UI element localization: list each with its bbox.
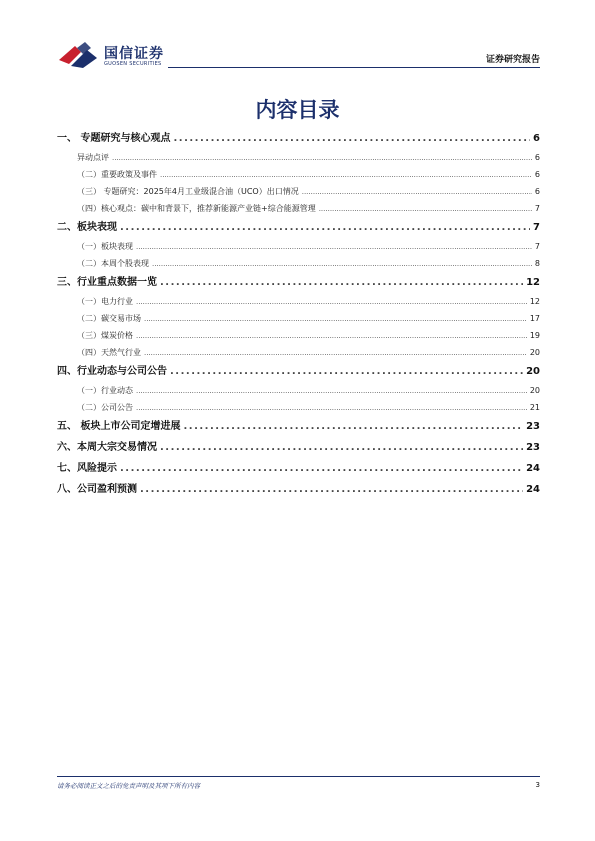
toc-dot-leader <box>144 311 527 328</box>
toc-dot-leader <box>173 128 530 149</box>
toc-entry-label: （二）碳交易市场 <box>77 314 141 323</box>
toc-subsection-entry[interactable] <box>57 166 540 183</box>
toc-entry-label: 五、 板块上市公司定增进展 <box>57 421 181 432</box>
toc-section-entry[interactable] <box>57 217 540 238</box>
brand-name: 国信证券 <box>104 46 164 62</box>
toc-entry-label: 七、风险提示 <box>57 463 117 474</box>
toc-entry-label: （三） 专题研究：2025年4月工业级混合油（UCO）出口情况 <box>77 187 299 196</box>
toc-section-entry[interactable] <box>57 272 540 293</box>
toc-entry-label: （二）公司公告 <box>77 403 133 412</box>
brand-name-english: GUOSEN SECURITIES <box>104 61 162 67</box>
toc-dot-leader <box>160 167 532 184</box>
toc-dot-leader <box>136 328 527 345</box>
toc-entry-page: 12 <box>526 277 540 288</box>
toc-subsection-entry[interactable] <box>57 255 540 272</box>
toc-entry-page: 24 <box>526 484 540 495</box>
toc-dot-leader <box>120 217 530 238</box>
toc-entry-page: 23 <box>526 421 540 432</box>
toc-dot-leader <box>136 294 527 311</box>
toc-entry-label: （二）重要政策及事件 <box>77 170 157 179</box>
toc-entry-page: 8 <box>534 259 540 268</box>
toc-entry-label: （四）天然气行业 <box>77 348 141 357</box>
toc-entry-page: 23 <box>526 442 540 453</box>
toc-entry-label: 一、 专题研究与核心观点 <box>57 133 171 144</box>
toc-subsection-entry[interactable] <box>57 149 540 166</box>
toc-entry-page: 7 <box>534 204 540 213</box>
toc-section-entry[interactable] <box>57 479 540 500</box>
page-header <box>0 0 595 70</box>
toc-section-entry[interactable] <box>57 128 540 149</box>
toc-entry-page: 19 <box>529 331 540 340</box>
toc-entry-page: 6 <box>534 187 540 196</box>
toc-entry-label: 异动点评 <box>77 153 109 162</box>
toc-entry-label: （四）核心观点：碳中和背景下，推荐新能源产业链+综合能源管理 <box>77 204 316 213</box>
toc-section-entry[interactable] <box>57 458 540 479</box>
toc-entry-label: 四、行业动态与公司公告 <box>57 366 167 377</box>
toc-subsection-entry[interactable] <box>57 382 540 399</box>
toc-subsection-entry[interactable] <box>57 344 540 361</box>
toc-dot-leader <box>152 256 532 273</box>
toc-entry-label: （一）板块表现 <box>77 242 133 251</box>
toc-entry-page: 24 <box>526 463 540 474</box>
toc-dot-leader <box>302 184 532 201</box>
toc-subsection-entry[interactable] <box>57 183 540 200</box>
toc-entry-page: 20 <box>529 348 540 357</box>
toc-entry-label: 八、公司盈利预测 <box>57 484 137 495</box>
footer-disclaimer: 请务必阅读正文之后的免责声明及其项下所有内容 <box>57 782 200 790</box>
toc-section-entry[interactable] <box>57 361 540 382</box>
toc-dot-leader <box>144 345 527 362</box>
table-of-contents <box>57 128 540 500</box>
toc-subsection-entry[interactable] <box>57 293 540 310</box>
toc-title: 内容目录 <box>255 98 340 122</box>
toc-entry-page: 20 <box>529 386 540 395</box>
toc-subsection-entry[interactable] <box>57 399 540 416</box>
report-type-label: 证券研究报告 <box>485 55 540 65</box>
toc-dot-leader <box>136 400 527 417</box>
toc-entry-label: 三、行业重点数据一览 <box>57 277 157 288</box>
toc-entry-label: （一）电力行业 <box>77 297 133 306</box>
toc-entry-page: 20 <box>526 366 540 377</box>
toc-entry-page: 7 <box>534 242 540 251</box>
toc-entry-label: （二）本周个股表现 <box>77 259 149 268</box>
guosen-logo-icon <box>57 40 101 70</box>
page-number: 3 <box>535 781 540 789</box>
toc-dot-leader <box>160 437 523 458</box>
toc-entry-label: 六、本周大宗交易情况 <box>57 442 157 453</box>
toc-dot-leader <box>120 458 523 479</box>
toc-entry-label: （一）行业动态 <box>77 386 133 395</box>
toc-dot-leader <box>160 272 523 293</box>
toc-subsection-entry[interactable] <box>57 200 540 217</box>
toc-subsection-entry[interactable] <box>57 238 540 255</box>
toc-dot-leader <box>136 239 532 256</box>
toc-section-entry[interactable] <box>57 416 540 437</box>
toc-dot-leader <box>170 361 523 382</box>
toc-entry-label: （三）煤炭价格 <box>77 331 133 340</box>
toc-dot-leader <box>140 479 523 500</box>
toc-entry-page: 6 <box>534 153 540 162</box>
toc-subsection-entry[interactable] <box>57 327 540 344</box>
header-divider <box>168 67 540 68</box>
toc-entry-page: 7 <box>533 222 540 233</box>
toc-entry-page: 21 <box>529 403 540 412</box>
toc-subsection-entry[interactable] <box>57 310 540 327</box>
toc-section-entry[interactable] <box>57 437 540 458</box>
toc-entry-label: 二、板块表现 <box>57 222 117 233</box>
toc-dot-leader <box>319 201 532 218</box>
toc-entry-page: 17 <box>529 314 540 323</box>
toc-dot-leader <box>136 383 527 400</box>
toc-dot-leader <box>112 150 532 167</box>
toc-entry-page: 6 <box>534 170 540 179</box>
toc-dot-leader <box>183 416 523 437</box>
toc-entry-page: 6 <box>533 133 540 144</box>
toc-entry-page: 12 <box>529 297 540 306</box>
footer-divider <box>57 776 540 777</box>
